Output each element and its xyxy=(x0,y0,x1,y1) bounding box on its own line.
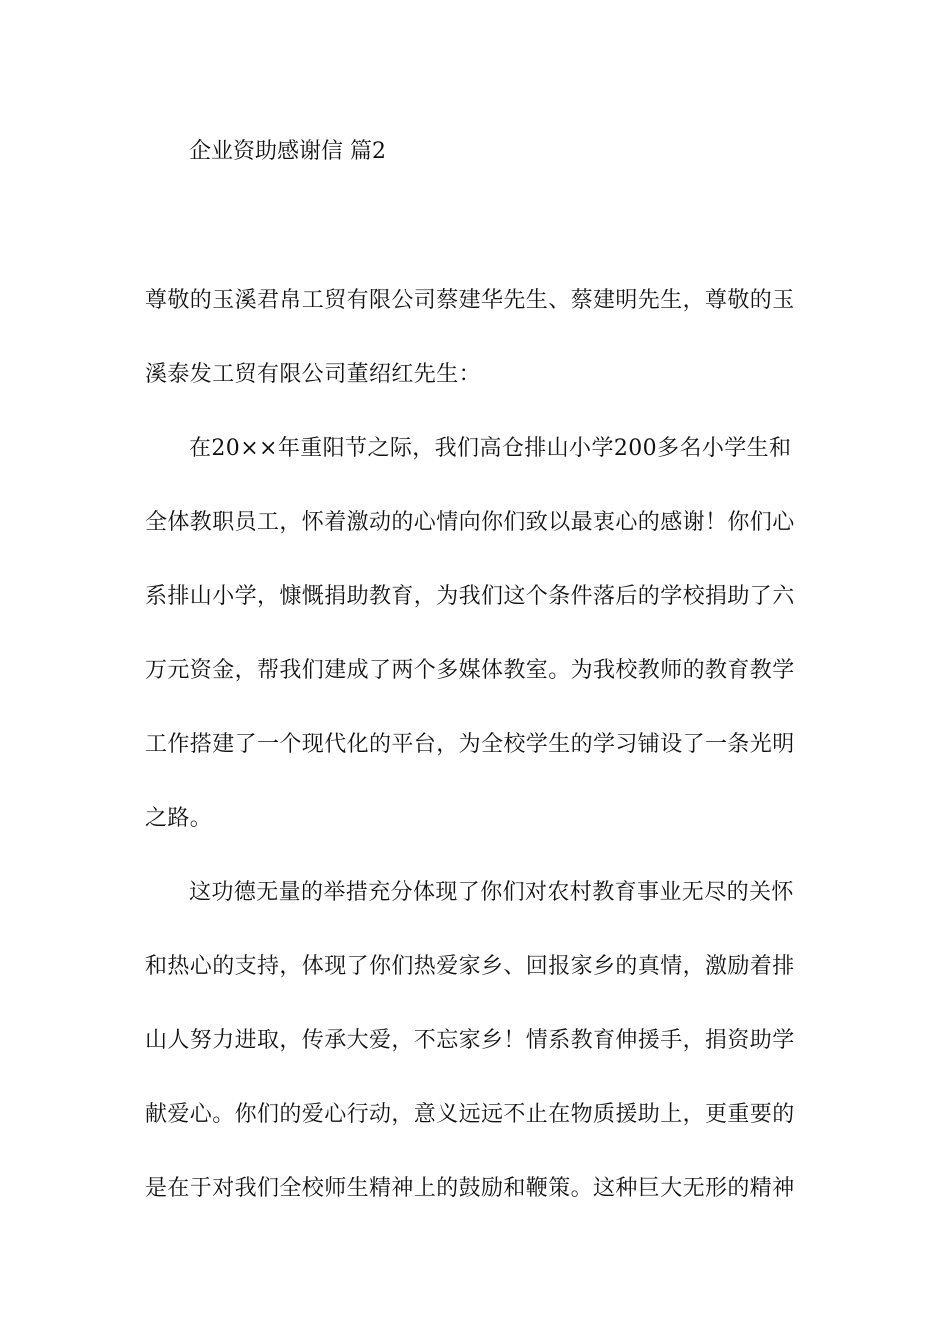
paragraph1-line-6: 之路。 xyxy=(145,806,213,831)
paragraph1-line-3: 系排山小学，慷慨捐助教育，为我们这个条件落后的学校捐助了六 xyxy=(145,584,795,609)
salutation-line-1: 尊敬的玉溪君帛工贸有限公司蔡建华先生、蔡建明先生，尊敬的玉 xyxy=(145,288,795,313)
paragraph1-line-2: 全体教职员工，怀着激动的心情向你们致以最衷心的感谢！你们心 xyxy=(145,510,795,535)
paragraph2-line-2: 和热心的支持，体现了你们热爱家乡、回报家乡的真情，激励着排 xyxy=(145,954,795,979)
salutation-line-2: 溪泰发工贸有限公司董绍红先生： xyxy=(145,362,482,387)
paragraph2-line-5: 是在于对我们全校师生精神上的鼓励和鞭策。这种巨大无形的精神 xyxy=(145,1176,795,1201)
paragraph2-line-1: 这功德无量的举措充分体现了你们对农村教育事业无尽的关怀 xyxy=(189,880,794,905)
paragraph1-line-4: 万元资金，帮我们建成了两个多媒体教室。为我校教师的教育教学 xyxy=(145,658,795,683)
paragraph1-line-5: 工作搭建了一个现代化的平台，为全校学生的学习铺设了一条光明 xyxy=(145,732,795,757)
document-title: 企业资助感谢信 篇2 xyxy=(189,139,386,164)
paragraph1-line-1: 在20××年重阳节之际，我们高仓排山小学200多名小学生和 xyxy=(189,436,792,461)
paragraph2-line-4: 献爱心。你们的爱心行动，意义远远不止在物质援助上，更重要的 xyxy=(145,1102,795,1127)
paragraph2-line-3: 山人努力进取，传承大爱，不忘家乡！情系教育伸援手，捐资助学 xyxy=(145,1028,795,1053)
